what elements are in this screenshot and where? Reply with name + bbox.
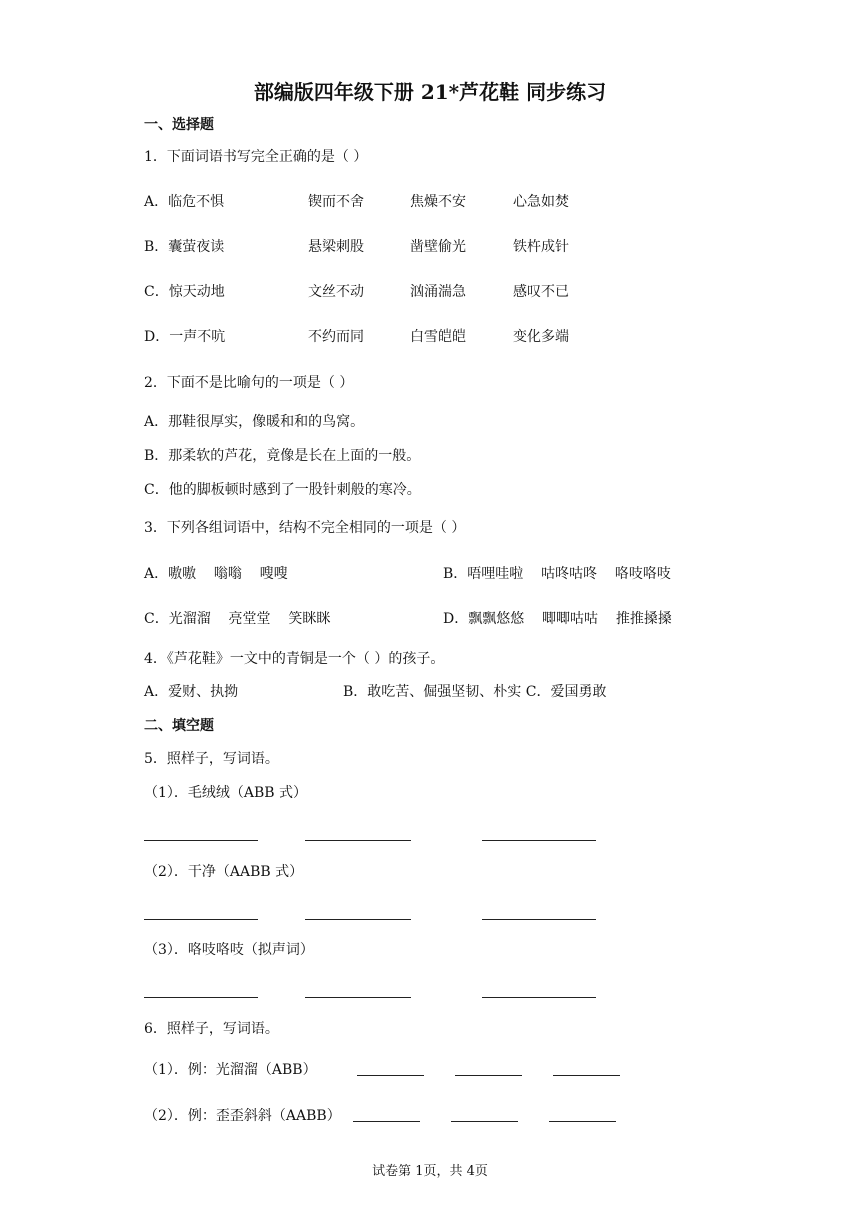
question-3-stem: 3．下列各组词语中，结构不完全相同的一项是（ ） [144,520,466,536]
q1-option-c-word4: 感叹不已 [513,284,569,300]
q1-option-d-word4: 变化多端 [513,329,569,345]
q6-part-2: （2）．例：歪歪斜斜（AABB） [144,1108,341,1124]
q1-option-b-word3: 凿壁偷光 [410,239,466,255]
q6-part-1: （1）．例：光溜溜（ABB） [144,1062,317,1078]
q6-1-blank-2[interactable] [455,1061,522,1076]
q5-part-3: （3）．咯吱咯吱（拟声词） [144,942,314,958]
q4-option-bc: B．敢吃苦、倔强坚韧、朴实 C．爱国勇敢 [343,684,607,700]
q5-3-blank-1[interactable] [144,983,258,998]
question-4-stem: 4．《芦花鞋》一文中的青铜是一个（ ）的孩子。 [144,651,445,667]
q5-2-blank-1[interactable] [144,905,258,920]
q1-option-b: B．囊萤夜读 [144,239,225,255]
question-2-stem: 2．下面不是比喻句的一项是（ ） [144,375,354,391]
q3-option-a: A．嗷嗷 嗡嗡 嗖嗖 [144,566,288,582]
q2-option-a: A．那鞋很厚实，像暖和和的鸟窝。 [144,414,365,430]
q1-option-c-word2: 文丝不动 [308,284,364,300]
q1-option-d-word2: 不约而同 [308,329,364,345]
q1-option-d: D．一声不吭 [144,329,226,345]
page-title: 部编版四年级下册 21*芦花鞋 同步练习 [253,80,607,104]
q1-option-c: C．惊天动地 [144,284,225,300]
q6-1-blank-3[interactable] [553,1061,620,1076]
q5-2-blank-2[interactable] [305,905,411,920]
q5-1-blank-2[interactable] [305,826,411,841]
q5-2-blank-3[interactable] [482,905,596,920]
q1-option-a-word3: 焦燥不安 [410,194,466,210]
q6-2-blank-2[interactable] [451,1107,518,1122]
q6-1-blank-1[interactable] [357,1061,424,1076]
q5-3-blank-3[interactable] [482,983,596,998]
q5-part-1: （1）．毛绒绒（ABB 式） [144,785,308,801]
q6-2-blank-3[interactable] [549,1107,616,1122]
q1-option-b-word2: 悬梁刺股 [308,239,364,255]
section-heading-fill: 二、填空题 [144,718,214,734]
q1-option-c-word3: 汹涌湍急 [410,284,466,300]
q3-option-d: D．飘飘悠悠 唧唧咕咕 推推搡搡 [443,611,672,627]
q1-option-a: A．临危不惧 [144,194,225,210]
section-heading-choice: 一、选择题 [144,117,214,133]
q3-option-c: C．光溜溜 亮堂堂 笑眯眯 [144,611,331,627]
q2-option-b: B．那柔软的芦花，竟像是长在上面的一般。 [144,448,421,464]
q5-3-blank-2[interactable] [305,983,411,998]
q2-option-c: C．他的脚板顿时感到了一股针刺般的寒冷。 [144,482,421,498]
q5-1-blank-3[interactable] [482,826,596,841]
q6-2-blank-1[interactable] [353,1107,420,1122]
q1-option-a-word2: 锲而不舍 [308,194,364,210]
question-6-stem: 6．照样子，写词语。 [144,1021,279,1037]
q4-option-a: A．爱财、执拗 [144,684,239,700]
q5-1-blank-1[interactable] [144,826,258,841]
question-5-stem: 5．照样子，写词语。 [144,751,279,767]
q1-option-d-word3: 白雪皑皑 [410,329,466,345]
q1-option-a-word4: 心急如焚 [513,194,569,210]
question-1-stem: 1．下面词语书写完全正确的是（ ） [144,149,368,165]
q3-option-b: B．唔哩哇啦 咕咚咕咚 咯吱咯吱 [443,566,671,582]
q1-option-b-word4: 铁杵成针 [513,239,569,255]
q5-part-2: （2）．干净（AABB 式） [144,864,304,880]
page-footer: 试卷第 1页，共 4页 [372,1164,488,1179]
